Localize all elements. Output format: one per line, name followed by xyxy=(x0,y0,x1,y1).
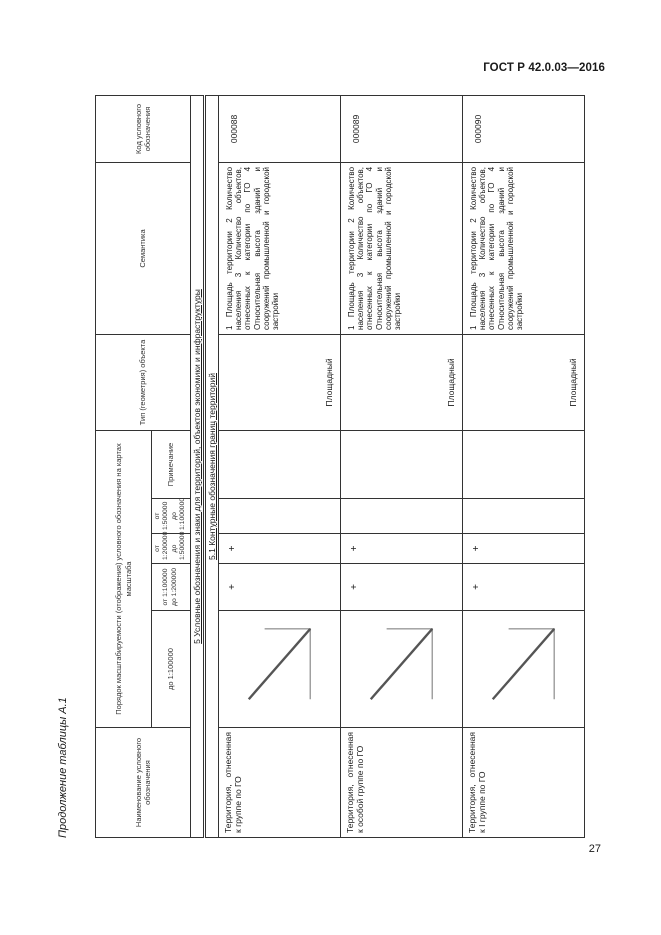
row-code: 000089 xyxy=(340,95,462,162)
section-row xyxy=(190,95,204,837)
header-scale-2: от 1:100000 до 1:200000 xyxy=(152,564,191,611)
row-code: 000090 xyxy=(462,95,584,162)
boundary-symbol-icon xyxy=(463,611,584,727)
row-code: 000088 xyxy=(218,95,340,162)
header-type: Тип (геометрия) объекта xyxy=(96,334,191,430)
row-scale-2: + xyxy=(218,564,340,611)
page-number: 27 xyxy=(588,843,601,855)
row-type: Площадный xyxy=(218,334,340,430)
document-code: ГОСТ Р 42.0.03—2016 xyxy=(483,62,605,74)
header-scale-order: Порядок масштабируемости (отображения) условного обозначения на картах масштаба xyxy=(96,430,152,727)
row-note xyxy=(340,430,462,498)
row-name: Территория, отнесенная к I группе по ГО xyxy=(462,728,584,838)
row-type: Площадный xyxy=(462,334,584,430)
section-title: 5 Условные обозначения и знаки для территорий, объектов экономики и инфраструктуры xyxy=(190,95,204,837)
row-note xyxy=(218,430,340,498)
row-note xyxy=(462,430,584,498)
row-scale-4 xyxy=(218,499,340,534)
row-semantics: 1 Площадь территории 2 Количество населения 3 Количество объектов, отнесенных к категории по ГО 4 Относительная высота зданий и сооружений промышленной и городской застройки xyxy=(462,162,584,334)
header-scale-1: до 1:100000 xyxy=(152,611,191,728)
header-note: Примечание xyxy=(152,430,191,498)
header-semantics: Семантика xyxy=(96,162,191,334)
row-scale-2: + xyxy=(462,564,584,611)
row-symbol xyxy=(340,611,462,728)
row-semantics: 1 Площадь территории 2 Количество населения 3 Количество объектов, отнесенных к категории по ГО 4 Относительная высота зданий и сооружений промышленной и городской застройки xyxy=(218,162,340,334)
subsection-row xyxy=(204,95,218,837)
row-scale-4 xyxy=(462,499,584,534)
row-scale-3: + xyxy=(218,534,340,564)
header-row-1 xyxy=(96,95,152,837)
row-name: Территория, отнесенная к группе по ГО xyxy=(218,728,340,838)
row-scale-3: + xyxy=(462,534,584,564)
header-name: Наименование условного обозначения xyxy=(96,728,191,838)
row-scale-2: + xyxy=(340,564,462,611)
table-row xyxy=(340,95,462,837)
rotated-table-container xyxy=(95,96,576,838)
row-type: Площадный xyxy=(340,334,462,430)
row-symbol xyxy=(218,611,340,728)
header-code: Код условного обозначения xyxy=(96,95,191,162)
row-name: Территория, отнесенная к особой группе по ГО xyxy=(340,728,462,838)
header-scale-3: от 1:200000 до 1:500000 xyxy=(152,534,191,564)
table-row xyxy=(218,95,340,837)
row-scale-4 xyxy=(340,499,462,534)
row-symbol xyxy=(462,611,584,728)
row-scale-3: + xyxy=(340,534,462,564)
boundary-symbol-icon xyxy=(219,611,340,727)
table-row xyxy=(462,95,584,837)
table-continuation-label: Продолжение таблицы А.1 xyxy=(57,697,69,838)
symbols-table xyxy=(95,95,585,838)
subsection-title: 5.1 Контурные обозначения границ территорий xyxy=(204,95,218,837)
row-semantics: 1 Площадь территории 2 Количество населения 3 Количество объектов, отнесенных к категории по ГО 4 Относительная высота зданий и сооружений промышленной и городской застройки xyxy=(340,162,462,334)
header-scale-4: от 1:500000 до 1:1000000 xyxy=(152,499,191,534)
boundary-symbol-icon xyxy=(341,611,462,727)
